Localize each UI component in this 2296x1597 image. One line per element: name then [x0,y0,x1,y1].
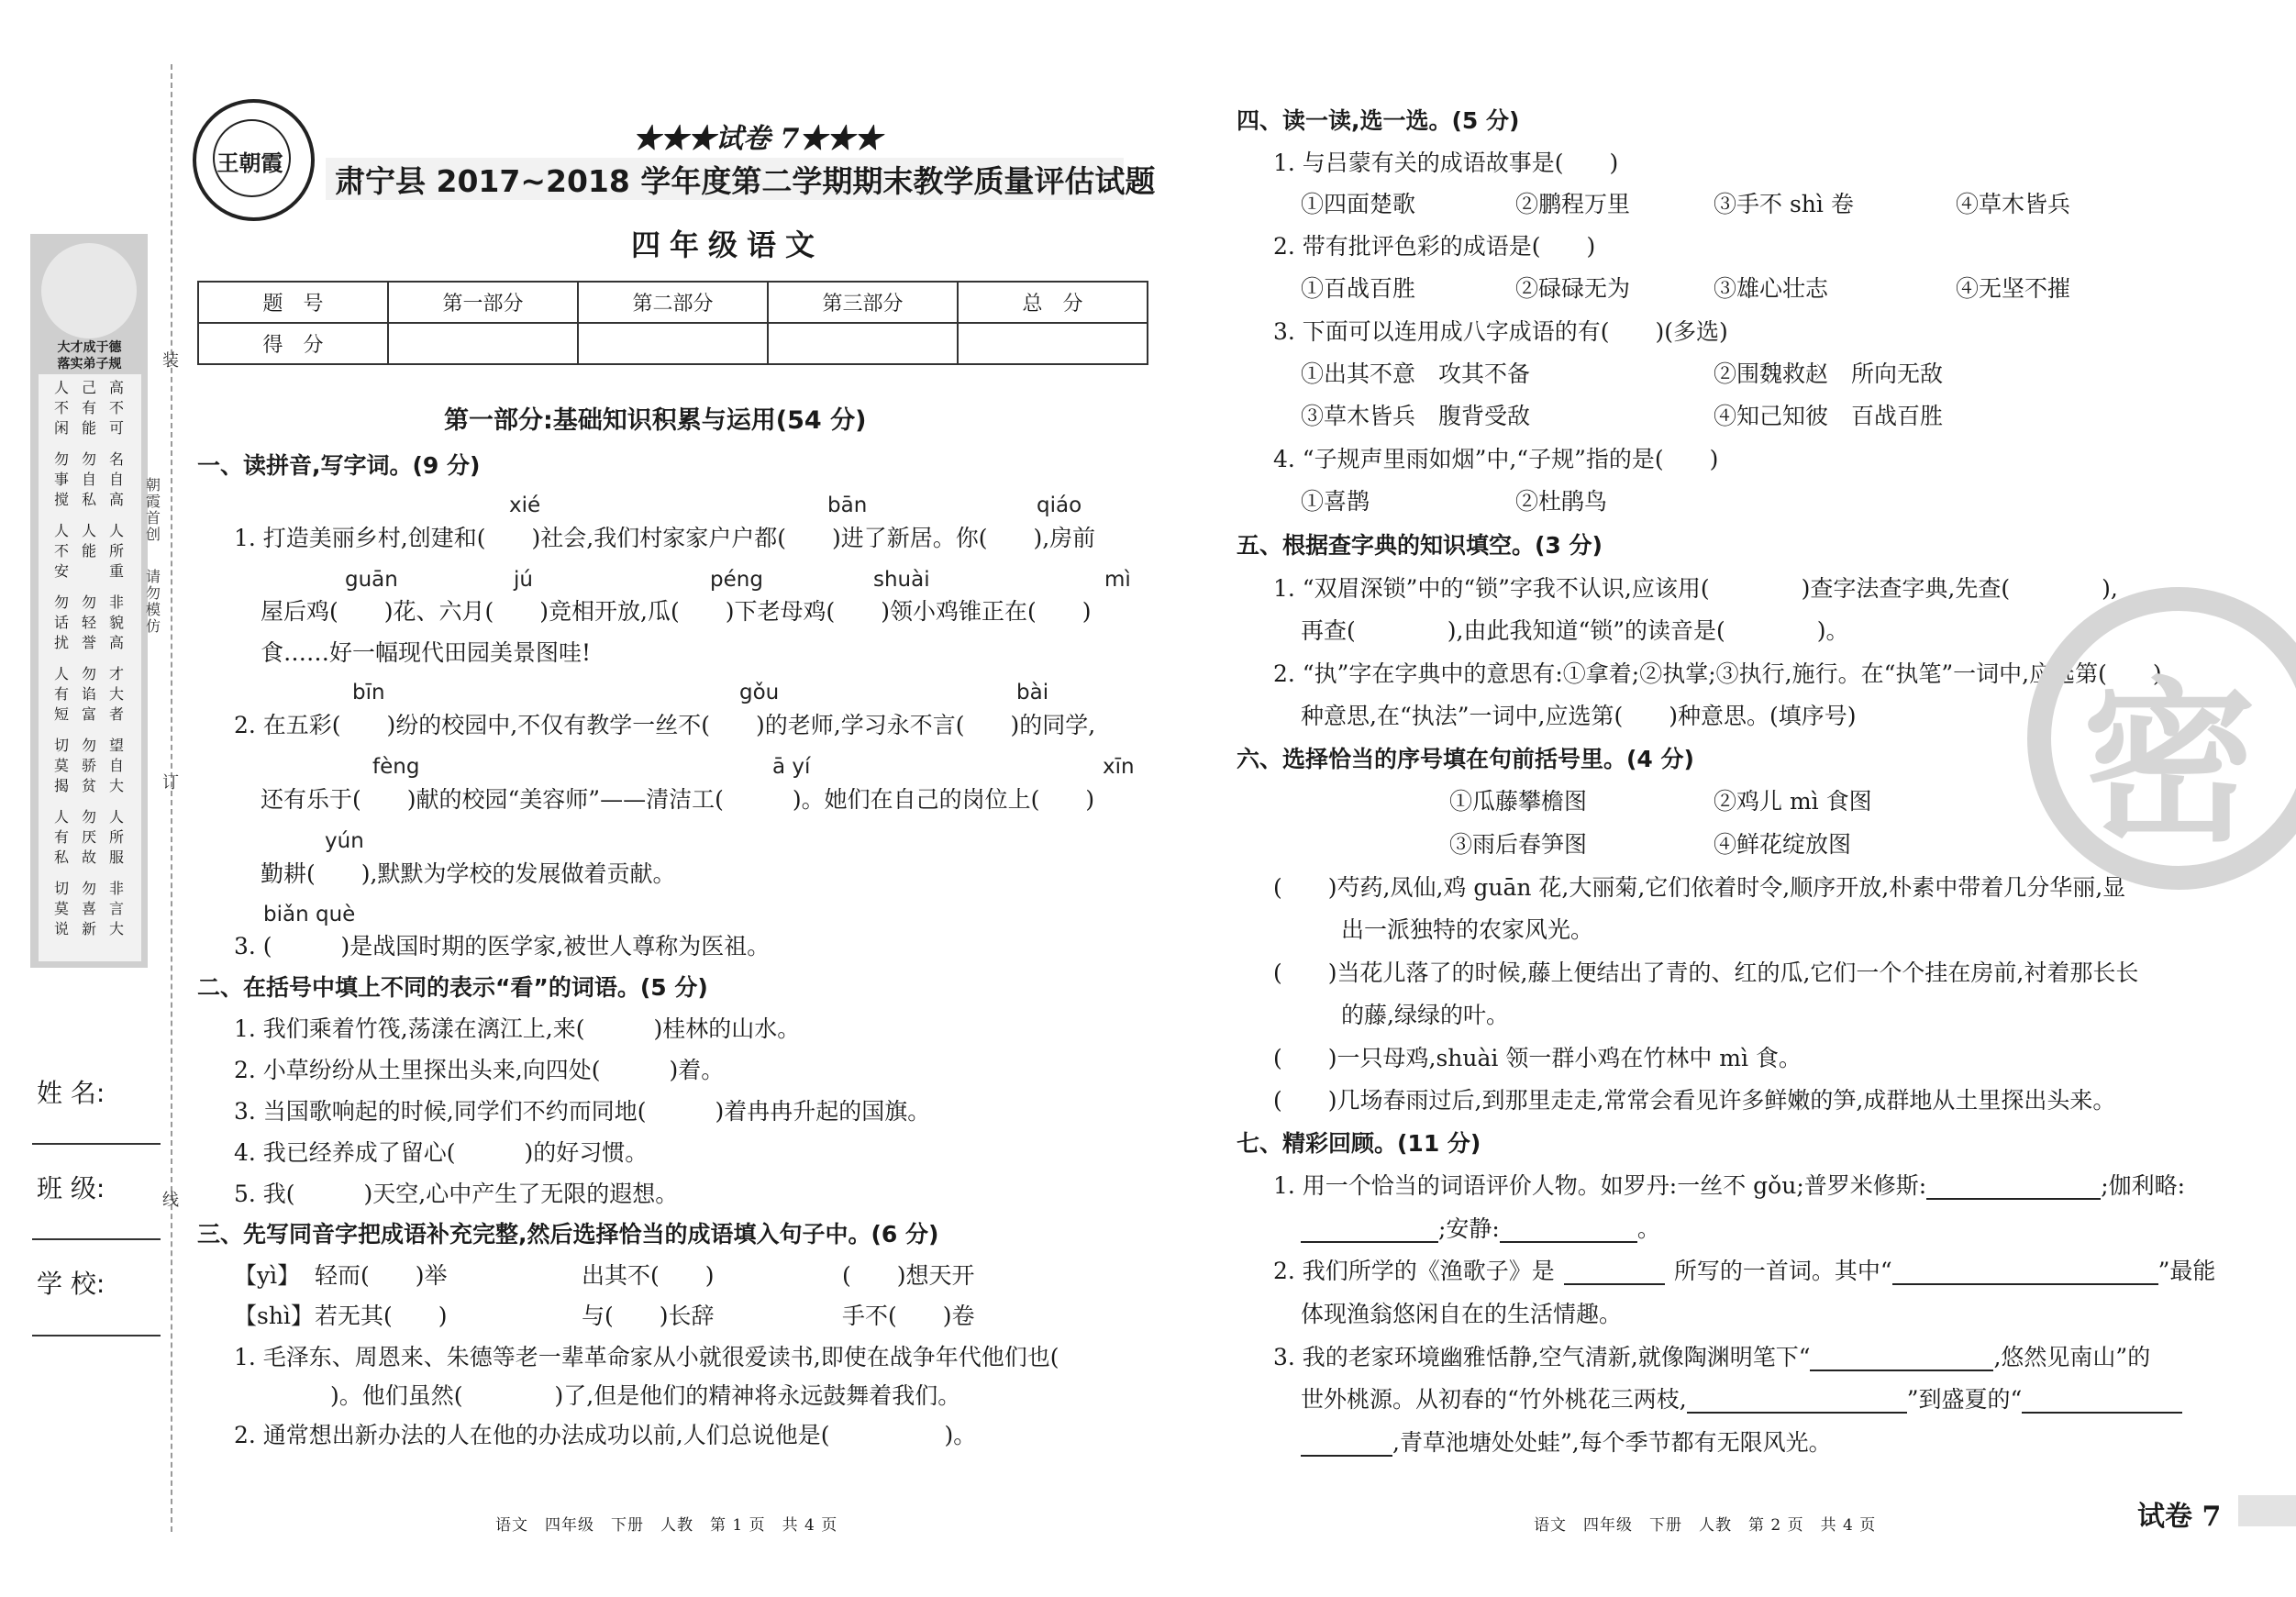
rule-text: 勿话扰 [53,593,69,651]
section4-title: 四、读一读,选一选。(5 分) [1237,107,1520,134]
pinyin: bīn [352,681,385,704]
option: ①出其不意 攻其不备 [1301,360,1531,387]
text-span: ,青草池塘处处蛙”,每个季节都有无限风光。 [1392,1429,1832,1456]
pinyin: xié [509,494,541,517]
question-line: 1. “双眉深锁”中的“锁”字我不认识,应该用( )查字法查字典,先查( ), [1273,575,2118,602]
rule-text: 勿厌故 [81,808,96,866]
text-span: 2. 我们所学的《渔歌子》是 [1273,1258,1555,1284]
rule-text: 高不可 [108,379,124,437]
rule-text: 非言大 [108,880,124,937]
answer-blank[interactable] [1687,1390,1907,1414]
rule-text: 人不闲 [53,379,69,437]
question-line: 1. 我们乘着竹筏,荡漾在漓江上,来( )桂林的山水。 [234,1015,801,1042]
option: ②杜鹃鸟 [1515,488,1608,515]
corner-bar [2238,1495,2296,1526]
rule-text: 勿自私 [81,450,96,508]
option: ①瓜藤攀檐图 [1449,788,1588,815]
question-line: ( )当花儿落了的时候,藤上便结出了青的、红的瓜,它们一个个挂在房前,衬着那长长 [1273,959,2139,986]
text-span: 世外桃源。从初春的“竹外桃花三两枝, [1301,1386,1687,1413]
part1-title: 第一部分:基础知识积累与运用(54 分) [444,406,867,435]
answer-blank[interactable] [1926,1176,2101,1200]
answer-blank[interactable] [1500,1219,1637,1243]
rule-text: 非貌高 [108,593,124,651]
score-value-row [198,323,1148,364]
answer-blank[interactable] [1564,1261,1665,1285]
question-line: 种意思,在“执法”一词中,应选第( )种意思。(填序号) [1301,703,1857,729]
score-table [197,281,1148,365]
binding-line [171,64,172,1532]
question-line: 2. 在五彩( )纷的校园中,不仅有教学一丝不( )的老师,学习永不言( )的同学, [234,712,1096,738]
option: ①四面楚歌 [1301,191,1416,217]
question-line: ( )芍药,凤仙,鸡 guān 花,大丽菊,它们依着时令,顺序开放,朴素中带着几分华丽,显 [1273,874,2126,901]
rule-text: 人能 [81,522,96,560]
section2-title: 二、在括号中填上不同的表示“看”的词语。(5 分) [197,974,708,1001]
question-line [1301,1386,2182,1414]
question-line: 还有乐于( )献的校园“美容师”——清洁工( )。她们在自己的岗位上( ) [261,786,1095,813]
text-span: 3. 我的老家环境幽雅恬静,空气清新,就像陶渊明笔下“ [1273,1344,1811,1370]
score-cell: 总 分 [958,282,1148,323]
answer-blank[interactable] [1301,1433,1392,1457]
text-span: ”到盛夏的“ [1906,1386,2023,1413]
copyright-note-2: 请勿模仿 [145,568,161,635]
text-span: ”最能 [2157,1258,2216,1284]
rule-text: 勿事搅 [53,450,69,508]
section1-title: 一、读拼音,写字词。(9 分) [197,452,481,479]
pinyin: shuài [873,568,930,592]
rule-text: 切莫揭 [53,737,69,794]
question-line [1301,1215,1660,1243]
pinyin: yún [325,829,364,853]
name-field[interactable] [32,1143,161,1145]
brand-logo-text: 王朝霞 [216,150,283,176]
rule-text: 切莫说 [53,880,69,937]
rule-text: 人所重 [108,522,124,580]
answer-blank[interactable] [1810,1347,1993,1371]
option: ④鲜花绽放图 [1714,831,1852,858]
rule-text: 人所服 [108,808,124,866]
idiom-key: 【shì】 [234,1303,314,1329]
rule-text: 勿轻誉 [81,593,96,651]
fold-mark-3: 线 [162,1191,179,1210]
idiom-item: 轻而( )举 [315,1262,448,1289]
score-cell: 得 分 [198,323,388,364]
score-cell: 第一部分 [388,282,578,323]
footer-right: 语文 四年级 下册 人教 第 2 页 共 4 页 [1534,1516,1877,1535]
score-header-row [198,282,1148,323]
question-line: 再查( ),由此我知道“锁”的读音是( )。 [1301,617,1849,644]
question-line: 1. 毛泽东、周恩来、朱德等老一辈革命家从小就很爱读书,即使在战争年代他们也( [234,1344,1059,1370]
text-span: ;伽利略: [2101,1172,2186,1199]
question-line [1301,1429,1832,1457]
question-line: 1. 打造美丽乡村,创建和( )社会,我们村家家户户都( )进了新居。你( ),房前 [234,525,1096,551]
exam-subject: 四年级语文 [631,227,825,262]
score-input-cell[interactable] [768,323,958,364]
option: ③手不 shì 卷 [1714,191,1854,217]
text-span: 。 [1636,1215,1660,1242]
answer-blank[interactable] [1301,1219,1438,1243]
answer-blank[interactable] [2022,1390,2182,1414]
score-cell: 第三部分 [768,282,958,323]
question-line: )。他们虽然( )了,但是他们的精神将永远鼓舞着我们。 [330,1382,961,1409]
answer-blank[interactable] [1892,1261,2158,1285]
pinyin: guān [345,568,398,592]
question-line: 出一派独特的农家风光。 [1341,916,1594,943]
option: ②鸡儿 mì 食图 [1714,788,1872,815]
question-line: 屋后鸡( )花、六月( )竞相开放,瓜( )下老母鸡( )领小鸡锥正在( ) [261,598,1092,625]
pinyin: péng [710,568,763,592]
confidential-stamp-char: 密 [2082,660,2257,865]
section7-title: 七、精彩回顾。(11 分) [1237,1130,1481,1157]
pinyin: ā yí [772,755,811,779]
pinyin: fèng [372,755,420,779]
fold-mark-2: 订 [162,773,179,793]
class-label: 班 级: [37,1173,105,1203]
section3-title: 三、先写同音字把成语补充完整,然后选择恰当的成语填入句子中。(6 分) [197,1221,939,1248]
question-line: 5. 我( )天空,心中产生了无限的遐想。 [234,1181,679,1207]
pinyin: gǒu [739,681,780,704]
pinyin: bài [1016,681,1049,704]
option: ①百战百胜 [1301,275,1416,302]
fold-mark-1: 装 [162,351,179,371]
question-line: 勤耕( ),默默为学校的发展做着贡献。 [261,860,676,887]
option: ④无坚不摧 [1956,275,2071,302]
idiom-item: 若无其( ) [315,1303,448,1329]
exam-title: 肃宁县 2017~2018 学年度第二学期期末教学质量评估试题 [335,163,1156,199]
option: ②鹏程万里 [1515,191,1631,217]
corner-paper-tag: 试卷 7 [2137,1501,2222,1533]
rule-text: 勿骄贫 [81,737,96,794]
class-field[interactable] [32,1238,161,1240]
rule-text: 才大者 [108,665,124,723]
rule-text: 名自高 [108,450,124,508]
question-line: 食……好一幅现代田园美景图哇! [261,639,592,666]
option: ④知己知彼 百战百胜 [1714,403,1944,429]
pinyin: mì [1104,568,1131,592]
question-line: 3. 下面可以连用成八字成语的有( )(多选) [1273,318,1728,345]
motto-line-2: 落实弟子规 [57,357,122,372]
rule-text: 勿谄富 [81,665,96,723]
text-span: 所写的一首词。其中“ [1673,1258,1892,1284]
option: ①喜鹊 [1301,488,1370,515]
pinyin: jú [514,568,533,592]
option: ③雨后春笋图 [1449,831,1588,858]
question-line: ( )几场春雨过后,到那里走走,常常会看见许多鲜嫩的笋,成群地从土里探出头来。 [1273,1087,2116,1114]
question-line [1273,1344,2150,1371]
section6-title: 六、选择恰当的序号填在句前括号里。(4 分) [1237,746,1694,772]
text-span: ;安静: [1438,1215,1500,1242]
score-cell: 题 号 [198,282,388,323]
option: ③草木皆兵 腹背受敌 [1301,403,1531,429]
score-input-cell[interactable] [578,323,768,364]
question-line: 体现渔翁悠闲自在的生活情趣。 [1301,1301,1623,1327]
option: ②碌碌无为 [1515,275,1631,302]
question-line: 的藤,绿绿的叶。 [1341,1002,1509,1028]
option: ②围魏救赵 所向无敌 [1714,360,1944,387]
name-label: 姓 名: [37,1078,105,1108]
question-line: 4. 我已经养成了留心( )的好习惯。 [234,1139,649,1166]
score-input-cell[interactable] [388,323,578,364]
question-line: 2. 小草纷纷从土里探出头来,向四处( )着。 [234,1057,725,1083]
sidebar-motto [37,339,142,372]
question-line: ( )一只母鸡,shuài 领一群小鸡在竹林中 mì 食。 [1273,1045,1802,1071]
paper-number: ★★★试卷 7★★★ [633,123,882,155]
idiom-item: ( )想天开 [842,1262,975,1289]
copyright-note-1: 朝霞首创 [145,476,161,543]
rule-text: 勿喜新 [81,880,96,937]
question-line [1273,1258,2215,1285]
idiom-item: 出其不( ) [582,1262,715,1289]
idiom-key: 【yì】 [234,1262,301,1289]
score-cell: 第二部分 [578,282,768,323]
option: ④草木皆兵 [1956,191,2071,217]
school-label: 学 校: [37,1269,105,1299]
rule-text: 望自大 [108,737,124,794]
option: ③雄心壮志 [1714,275,1829,302]
question-line: 4. “子规声里雨如烟”中,“子规”指的是( ) [1273,446,1719,472]
question-line [1273,1172,2185,1200]
motto-line-1: 大才成于德 [57,340,122,355]
text-span: 1. 用一个恰当的词语评价人物。如罗丹:一丝不 gǒu;普罗米修斯: [1273,1172,1927,1199]
footer-left: 语文 四年级 下册 人教 第 1 页 共 4 页 [495,1516,838,1535]
question-line: 3. 当国歌响起的时候,同学们不约而同地( )着冉冉升起的国旗。 [234,1098,931,1125]
question-line: 1. 与吕蒙有关的成语故事是( ) [1273,150,1619,176]
rule-text: 人有短 [53,665,69,723]
pinyin: biǎn què [263,903,356,926]
question-line: 2. 通常想出新办法的人在他的办法成功以前,人们总说他是( )。 [234,1422,977,1448]
question-line: 2. 带有批评色彩的成语是( ) [1273,233,1596,260]
question-line: 2. “执”字在字典中的意思有:①拿着;②执掌;③执行,施行。在“执笔”一词中,应选第( ) [1273,660,2162,687]
scholar-figure-icon [41,243,137,338]
pinyin: xīn [1103,755,1135,779]
rule-text: 人不安 [53,522,69,580]
rule-text: 己有能 [81,379,96,437]
idiom-item: 手不( )卷 [842,1303,975,1329]
idiom-item: 与( )长辞 [582,1303,715,1329]
school-field[interactable] [32,1335,161,1336]
question-line: 3. ( )是战国时期的医学家,被世人尊称为医祖。 [234,933,771,959]
text-span: ,悠然见南山”的 [1993,1344,2151,1370]
section5-title: 五、根据查字典的知识填空。(3 分) [1237,532,1603,559]
pinyin: bān [827,494,868,517]
pinyin: qiáo [1037,494,1082,517]
rule-text: 人有私 [53,808,69,866]
score-input-cell[interactable] [958,323,1148,364]
